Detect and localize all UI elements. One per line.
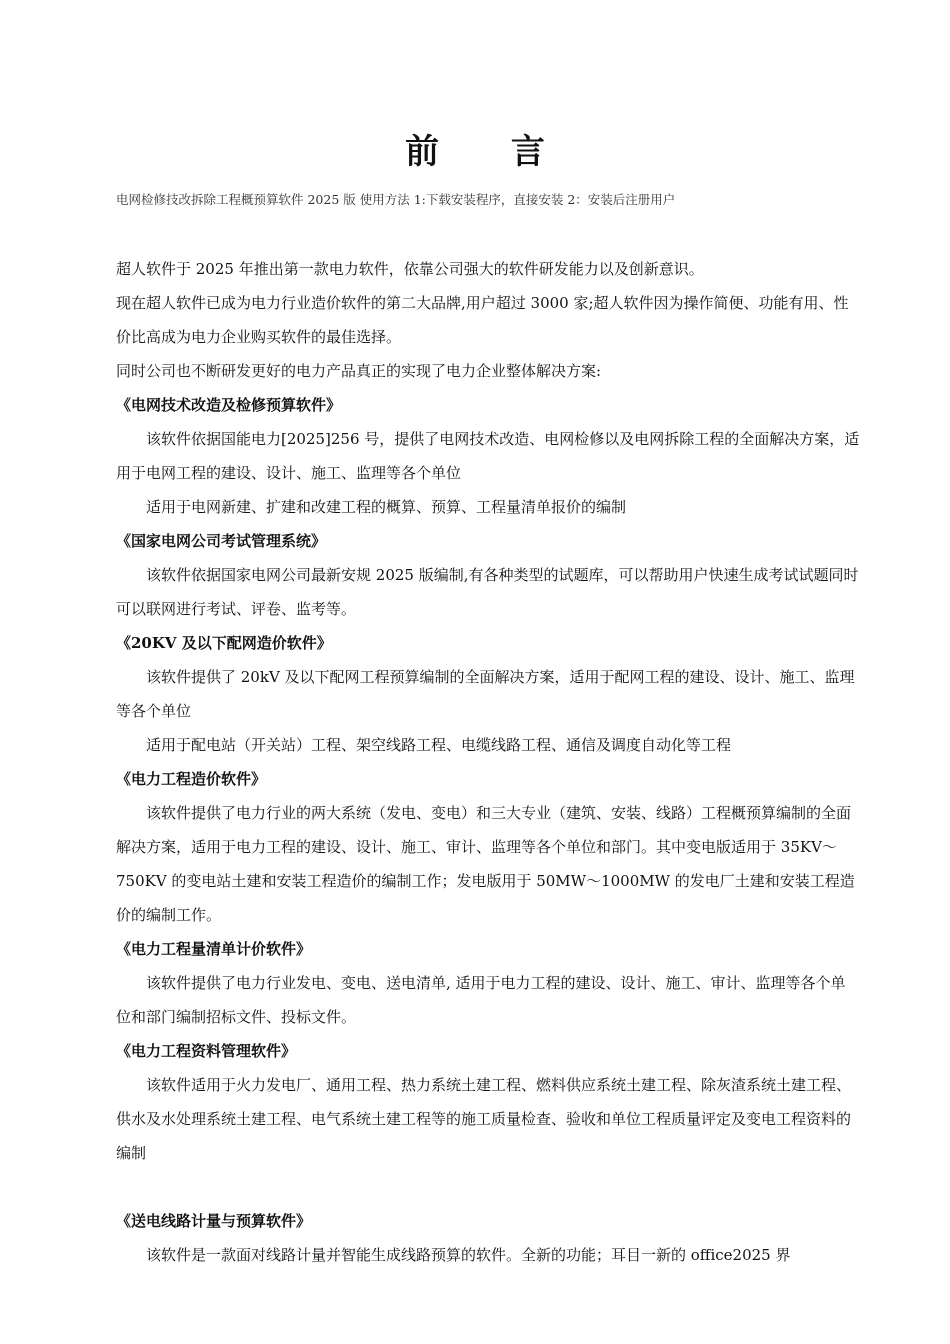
section-paragraph: 适用于电网新建、扩建和改建工程的概算、预算、工程量清单报价的编制	[146, 498, 627, 516]
section-heading-exam-system: 《国家电网公司考试管理系统》	[116, 532, 327, 550]
page-title: 前 言	[405, 132, 575, 172]
section-heading-grid-repair: 《电网技术改造及检修预算软件》	[116, 396, 342, 414]
spacer	[116, 1170, 860, 1204]
section-heading-transmission-line: 《送电线路计量与预算软件》	[116, 1212, 312, 1230]
section-paragraph: 该软件提供了 20kV 及以下配网工程预算编制的全面解决方案，适用于配网工程的建设、设计、施工、监理等各个单位	[116, 668, 855, 720]
section-paragraph: 该软件是一款面对线路计量并智能生成线路预算的软件。全新的功能；耳目一新的 office2025 界	[146, 1246, 791, 1264]
section-heading-power-cost: 《电力工程造价软件》	[116, 770, 267, 788]
subtitle: 电网检修技改拆除工程概预算软件 2025 版 使用方法 1:下载安装程序，直接安装 2：安装后注册用户	[116, 192, 676, 207]
intro-paragraph-2: 现在超人软件已成为电力行业造价软件的第二大品牌,用户超过 3000 家;超人软件因为操作简便、功能有用、性价比高成为电力企业购买软件的最佳选择。	[116, 294, 849, 346]
section-paragraph: 该软件依据国家电网公司最新安规 2025 版编制,有各种类型的试题库，可以帮助用户快速生成考试试题同时可以联网进行考试、评卷、监考等。	[116, 566, 859, 618]
section-heading-bill-of-quantities: 《电力工程量清单计价软件》	[116, 940, 312, 958]
section-paragraph: 该软件依据国能电力[2025]256 号，提供了电网技术改造、电网检修以及电网拆除工程的全面解决方案，适用于电网工程的建设、设计、施工、监理等各个单位	[116, 430, 860, 482]
intro-paragraph-3: 同时公司也不断研发更好的电力产品真正的实现了电力企业整体解决方案:	[116, 362, 602, 380]
section-paragraph: 该软件提供了电力行业的两大系统（发电、变电）和三大专业（建筑、安装、线路）工程概预算编制的全面解决方案，适用于电力工程的建设、设计、施工、审计、监理等各个单位和部门。其中变电版适用于 35KV～750KV 的变电站土建和安装工程造价的编制工作；发电版用于 50MW～1000MW 的发电厂土建和安装工程造价的编制工作。	[116, 804, 855, 924]
document-body	[116, 252, 860, 1272]
section-heading-document-management: 《电力工程资料管理软件》	[116, 1042, 297, 1060]
section-paragraph: 该软件提供了电力行业发电、变电、送电清单, 适用于电力工程的建设、设计、施工、审计、监理等各个单位和部门编制招标文件、投标文件。	[116, 974, 846, 1026]
section-heading-distribution-network: 《20KV 及以下配网造价软件》	[116, 634, 332, 652]
section-paragraph: 该软件适用于火力发电厂、通用工程、热力系统土建工程、燃料供应系统土建工程、除灰渣系统土建工程、供水及水处理系统土建工程、电气系统土建工程等的施工质量检查、验收和单位工程质量评定及变电工程资料的编制	[116, 1076, 852, 1162]
intro-paragraph-1: 超人软件于 2025 年推出第一款电力软件，依靠公司强大的软件研发能力以及创新意识。	[116, 260, 704, 278]
section-paragraph: 适用于配电站（开关站）工程、架空线路工程、电缆线路工程、通信及调度自动化等工程	[146, 736, 732, 754]
